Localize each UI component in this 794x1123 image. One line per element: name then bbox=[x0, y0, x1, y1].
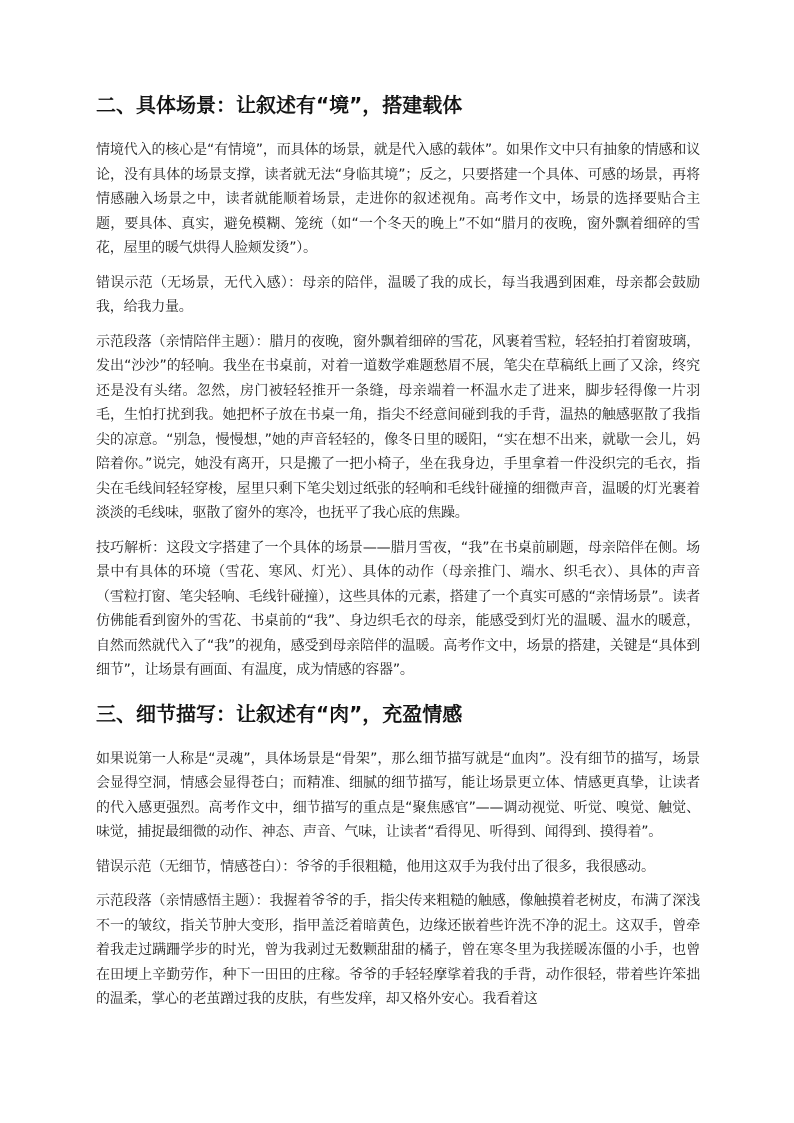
section-heading-2: 二、具体场景：让叙述有“境”，搭建载体 bbox=[96, 93, 463, 117]
section-heading-3: 三、细节描写：让叙述有“肉”，充盈情感 bbox=[96, 701, 463, 726]
paragraph-intro: 如果说第一人称是“灵魂”，具体场景是“骨架”，那么细节描写就是“血肉”。没有细节的描写，场景会显得空洞，情感会显得苍白；而精准、细腻的细节描写，能让场景更立体、情感更真挚，让读者的代入感更强烈。高考作文中，细节描写的重点是“聚焦感官”——调动视觉、听觉、嗅觉、触觉、味觉，捕捉最细微的动作、神态、声音、气味，让读者“看得见、听得到、闻得到、摸得着”。 bbox=[96, 750, 700, 840]
article-body bbox=[96, 86, 700, 1022]
paragraph-analysis: 技巧解析：这段文字搭建了一个具体的场景——腊月雪夜，“我”在书桌前刷题，母亲陪伴在侧。场景中有具体的环境（雪花、寒风、灯光）、具体的动作（母亲推门、端水、织毛衣）、具体的声音（雪粒打窗、笔尖轻响、毛线针碰撞），这些具体的元素，搭建了一个真实可感的“亲情场景”。读者仿佛能看到窗外的雪花、书桌前的“我”、身边织毛衣的母亲，能感受到灯光的温暖、温水的暖意，自然而然就代入了“我”的视角，感受到母亲陪伴的温暖。高考作文中，场景的搭建，关键是“具体到细节”，让场景有画面、有温度，成为情感的容器”。 bbox=[96, 539, 700, 678]
paragraph-model-example: 示范段落（亲情陪伴主题）：腊月的夜晚，窗外飘着细碎的雪花，风裹着雪粒，轻轻拍打着窗玻璃，发出“沙沙”的轻响。我坐在书桌前，对着一道数学难题愁眉不展，笔尖在草稿纸上画了又涂，终究还是没有头绪。忽然，房门被轻轻推开一条缝，母亲端着一杯温水走了进来，脚步轻得像一片羽毛，生怕打扰到我。她把杯子放在书桌一角，指尖不经意间碰到我的手背，温热的触感驱散了我指尖的凉意。“别急，慢慢想，”她的声音轻轻的，像冬日里的暖阳，“实在想不出来，就歇一会儿，妈陪着你。”说完，她没有离开，只是搬了一把小椅子，坐在我身边，手里拿着一件没织完的毛衣，指尖在毛线间轻轻穿梭，屋里只剩下笔尖划过纸张的轻响和毛线针碰撞的细微声音，温暖的灯光裹着淡淡的毛线味，驱散了窗外的寒冷，也抚平了我心底的焦躁。 bbox=[96, 333, 700, 521]
paragraph-wrong-example: 错误示范（无细节，情感苍白）：爷爷的手很粗糙，他用这双手为我付出了很多，我很感动。 bbox=[96, 858, 655, 875]
paragraph-intro: 情境代入的核心是“有情境”，而具体的场景，就是代入感的载体”。如果作文中只有抽象的情感和议论，没有具体的场景支撑，读者就无法“身临其境”；反之，只要搭建一个具体、可感的场景，再将情感融入场景之中，读者就能顺着场景，走进你的叙述视角。高考作文中，场景的选择要贴合主题，要具体、真实，避免模糊、笼统（如“一个冬天的晚上”不如“腊月的夜晚，窗外飘着细碎的雪花，屋里的暖气烘得人脸颊发烫”）。 bbox=[96, 142, 700, 256]
paragraph-wrong-example: 错误示范（无场景，无代入感）：母亲的陪伴，温暖了我的成长，每当我遇到困难，母亲都会鼓励我，给我力量。 bbox=[96, 274, 700, 315]
paragraph-model-example: 示范段落（亲情感悟主题）：我握着爷爷的手，指尖传来粗糙的触感，像触摸着老树皮，布满了深浅不一的皱纹，指关节肿大变形，指甲盖泛着暗黄色，边缘还嵌着些许洗不净的泥土。这双手，曾牵着我走过蹒跚学步的时光，曾为我剥过无数颗甜甜的橘子，曾在寒冬里为我搓暖冻僵的小手，也曾在田埂上辛勤劳作，种下一田田的庄稼。爷爷的手轻轻摩挲着我的手背，动作很轻，带着些许笨拙的温柔，掌心的老茧蹭过我的皮肤，有些发痒，却又格外安心。我看着这 bbox=[96, 893, 700, 1007]
